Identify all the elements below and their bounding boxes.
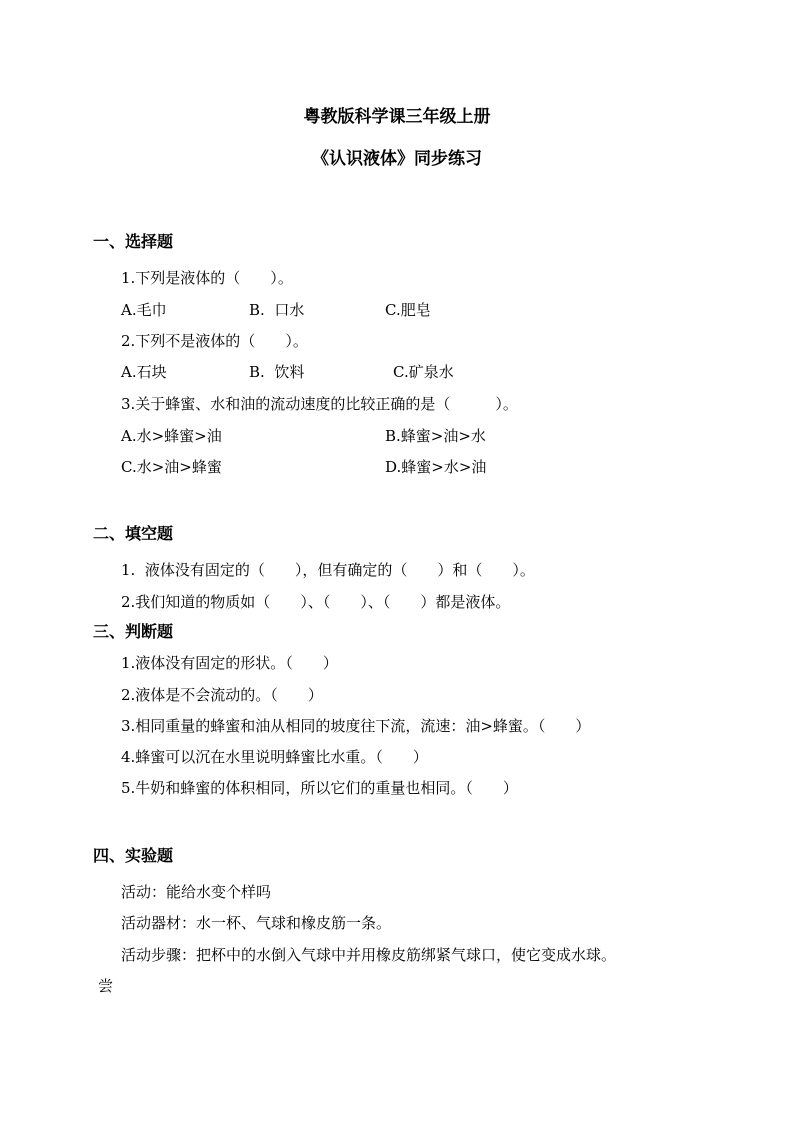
option-a: A.毛巾 <box>121 301 167 319</box>
question-text: 1.下列是液体的（ ）。 <box>121 269 293 287</box>
section-heading: 一、选择题 <box>93 232 174 251</box>
question-text: 2.液体是不会流动的。（ ） <box>121 686 323 704</box>
question-text: 3.相同重量的蜂蜜和油从相同的坡度往下流，流速：油>蜂蜜。（ ） <box>121 717 591 735</box>
section-heading: 三、判断题 <box>93 622 174 641</box>
question-text: 2.下列不是液体的（ ）。 <box>121 332 308 350</box>
activity-steps-continued: 尝 <box>98 977 114 995</box>
option-c: C.矿泉水 <box>393 363 454 381</box>
option-b: B.蜂蜜>油>水 <box>385 427 486 445</box>
section-heading: 四、实验题 <box>93 846 174 865</box>
option-c: C.肥皂 <box>385 301 431 319</box>
question-text: 3.关于蜂蜜、水和油的流动速度的比较正确的是（ ）。 <box>121 395 518 413</box>
option-b: B. 口水 <box>249 301 305 319</box>
option-a: A.水>蜂蜜>油 <box>121 427 222 445</box>
question-text: 5.牛奶和蜂蜜的体积相同，所以它们的重量也相同。（ ） <box>121 779 518 797</box>
question-text: 1. 液体没有固定的（ ），但有确定的（ ）和（ ）。 <box>121 561 535 579</box>
option-b: B. 饮料 <box>249 363 305 381</box>
page-subtitle: 《认识液体》同步练习 <box>312 149 482 169</box>
page-title: 粤教版科学课三年级上册 <box>303 107 491 127</box>
activity-name: 活动：能给水变个样吗 <box>121 883 272 901</box>
section-heading: 二、填空题 <box>93 524 174 543</box>
question-text: 1.液体没有固定的形状。（ ） <box>121 654 338 672</box>
question-text: 4.蜂蜜可以沉在水里说明蜂蜜比水重。（ ） <box>121 748 428 766</box>
option-a: A.石块 <box>121 363 167 381</box>
activity-steps: 活动步骤：把杯中的水倒入气球中并用橡皮筋绑紧气球口，使它变成水球。 <box>121 946 617 964</box>
option-c: C.水>油>蜂蜜 <box>121 458 222 476</box>
option-d: D.蜂蜜>水>油 <box>385 458 487 476</box>
activity-materials: 活动器材：水一杯、气球和橡皮筋一条。 <box>121 914 392 932</box>
question-text: 2.我们知道的物质如（ ）、（ ）、（ ）都是液体。 <box>121 593 511 611</box>
